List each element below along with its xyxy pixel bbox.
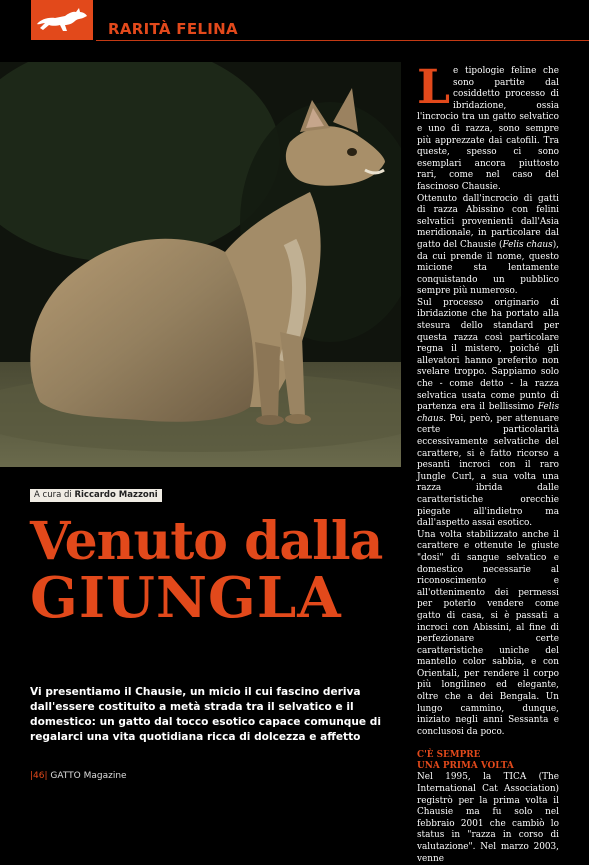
running-cat-icon <box>31 0 93 40</box>
paragraph-1-text: e tipologie feline che sono partite dal cosiddetto processo di ibridazione, ossia l'incrocio tra un gatto selvatico e uno di razza, sono sempre più apprezzate dai catofili. Tra queste, spesso ci sono esemplari ancora piuttosto rari, come nel caso del fascinoso Chausie. <box>417 66 559 192</box>
subhead <box>417 750 559 772</box>
p3-italic: Felis chaus <box>417 402 559 424</box>
p2-text-a: Ottenuto dall'incrocio di gatti di razza Abissino con felini selvatici provenienti dall'Asia meridionale, in particolare dal gatto del Chausie ( <box>417 193 559 250</box>
p2-text-b: ), da cui prende il nome, questo micione sta lentamente conquistando un pubblico sempre più numeroso. <box>417 239 559 297</box>
header-rule <box>96 40 589 41</box>
page-number: |46| <box>30 771 48 781</box>
credit-author: Riccardo Mazzoni <box>74 490 158 500</box>
p2-italic: Felis chaus <box>502 239 553 250</box>
p3-text-a: Sul processo originario di ibridazione che ha portato alla stesura dello standard per questa razza così particolare regna il mistero, poiché gli allevatori hanno preferito non svelare troppo. Sappiamo solo che - come detto - la razza selvatica usata come punto di partenza era il bellissimo <box>417 297 559 413</box>
section-logo <box>31 0 93 40</box>
cat-photo <box>0 62 401 467</box>
author-credit <box>30 489 162 502</box>
magazine-name: GATTO Magazine <box>50 771 127 781</box>
title-line-2: GIUNGLA <box>30 565 342 631</box>
credit-prefix: A cura di <box>34 490 72 500</box>
title-line-1: Venuto dalla <box>30 511 383 572</box>
article-deck: Vi presentiamo il Chausie, un micio il cui fascino deriva dall'essere costituito a metà strada tra il selvatico e il domestico: un gatto dal tocco esotico capace comunque di regalarci una vita quotidiana ricca di dolcezza e affetto <box>30 686 382 743</box>
subhead-line-2: UNA PRIMA VOLTA <box>417 761 514 772</box>
article-body <box>417 60 559 865</box>
drop-cap: L <box>417 60 451 115</box>
paragraph-3 <box>417 298 559 530</box>
cat-illustration <box>0 62 401 467</box>
section-label: RARITÀ FELINA <box>108 20 238 38</box>
paragraph-5: Nel 1995, la TICA (The International Cat Association) registrò per la prima volta il Chausie ma fu solo nel febbraio 2001 che cambiò lo status in "razza in corso di valutazione". Nel marzo 2003, venne <box>417 772 559 864</box>
paragraph-2 <box>417 194 559 298</box>
article-title <box>30 511 383 631</box>
paragraph-4: Una volta stabilizzato anche il carattere e ottenute le giuste "dosi" di sangue selvatico e domestico necessarie al riconoscimento e all'ottenimento dei permessi per poterlo vendere come gatto di casa, si è passati a incroci con Abissini, al fine di perfezionare certe caratteristiche uniche del mantello color sabbia, e con Orientali, per rendere il corpo più longilineo ed elegante, oltre che a dei Bengala. Un lungo cammino, dunque, iniziato negli anni Sessanta e conclusosi da poco. <box>417 529 559 737</box>
p3-text-b: . Poi, però, per attenuare certe particolarità eccessivamente selvatiche del carattere, si è fatto ricorso a pesanti incroci con il raro Jungle Curl, a sua volta una razza ibrida dalle caratteristiche orecchie piegate all'indietro ma dall'aspetto assai esotico. <box>417 413 559 529</box>
paragraph-1 <box>417 60 559 194</box>
subhead-line-1: C'È SEMPRE <box>417 750 481 761</box>
page-footer <box>30 771 127 781</box>
